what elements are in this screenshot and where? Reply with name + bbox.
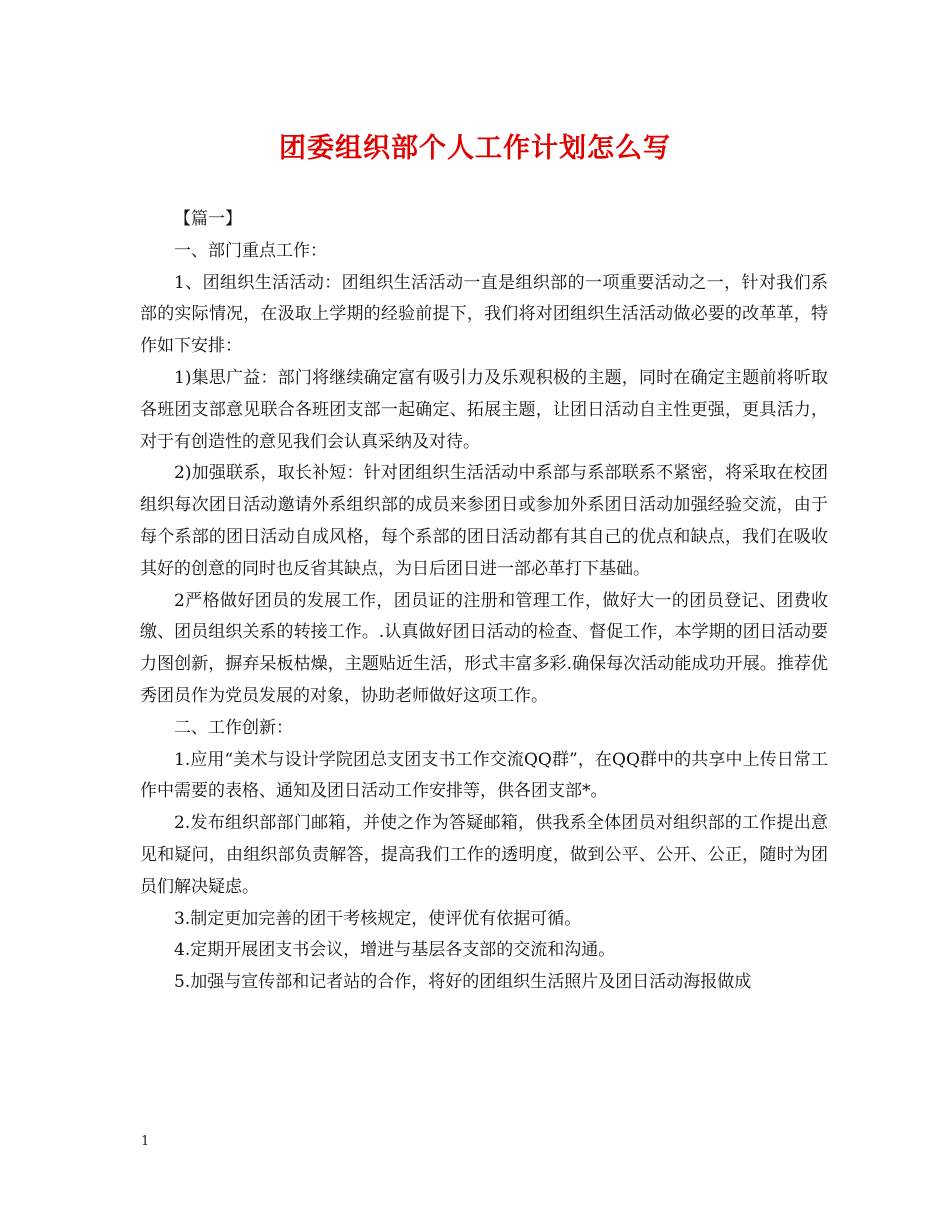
section-heading-part-one: 【篇一】 <box>174 209 242 229</box>
paragraph-cooperation: 5.加强与宣传部和记者站的合作，将好的团组织生活照片及团日活动海报做成 <box>174 972 752 993</box>
paragraph-mailbox: 2.发布组织部部门邮箱，并使之作为答疑邮箱，供我系全体团员对组织部的工作提出意见和疑问，由组织部负责解答，提高我们工作的透明度，做到公平、公开、公正，随时为团员们解决疑虑。 <box>140 813 828 897</box>
paragraph-strengthen-contact: 2)加强联系，取长补短：针对团组织生活活动中系部与系部联系不紧密，将采取在校团组织每次团日活动邀请外系组织部的成员来参团日或参加外系团日活动加强经验交流，由于每个系部的团日活动自成风格，每个系部的团日活动都有其自己的优点和缺点，我们在吸收其好的创意的同时也反省其缺点，为日后团日进一部必革打下基础。 <box>140 463 828 579</box>
paragraph-group-activities: 1、团组织生活活动：团组织生活活动一直是组织部的一项重要活动之一，针对我们系部的实际情况，在汲取上学期的经验前提下，我们将对团组织生活活动做必要的改革革，特作如下安排： <box>140 272 828 357</box>
paragraph-brainstorm: 1)集思广益：部门将继续确定富有吸引力及乐观积极的主题，同时在确定主题前将听取各班团支部意见联合各班团支部一起确定、拓展主题，让团日活动自主性更强，更具活力，对于有创造性的意见我们会认真采纳及对待。 <box>140 367 828 452</box>
paragraph-qq-group: 1.应用“美术与设计学院团总支团支书工作交流QQ群”，在QQ群中的共享中上传日常工作中需要的表格、通知及团日活动工作安排等，供各团支部*。 <box>140 749 828 802</box>
paragraph-member-development: 2严格做好团员的发展工作，团员证的注册和管理工作，做好大一的团员登记、团费收缴、团员组织关系的转接工作。.认真做好团日活动的检查、督促工作，本学期的团日活动要力图创新，摒弃呆板枯燥，主题贴近生活，形式丰富多彩.确保每次活动能成功开展。推荐优秀团员作为党员发展的对象，协助老师做好这项工作。 <box>140 590 828 706</box>
document-title: 团委组织部个人工作计划怎么写 <box>279 133 671 164</box>
document-body <box>140 204 828 999</box>
section-heading-key-work: 一、部门重点工作： <box>174 240 327 261</box>
paragraph-secretary-meetings: 4.定期开展团支书会议，增进与基层各支部的交流和沟通。 <box>174 940 616 961</box>
page-number: 1 <box>141 1134 150 1149</box>
paragraph-assessment-rules: 3.制定更加完善的团干考核规定，使评优有依据可循。 <box>174 908 582 929</box>
section-heading-innovation: 二、工作创新： <box>174 717 293 738</box>
